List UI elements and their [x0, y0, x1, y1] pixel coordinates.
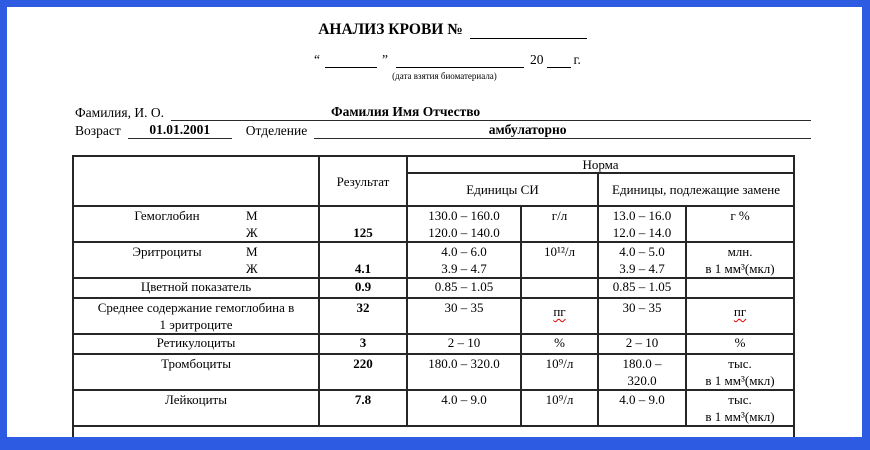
patient-age-value: 01.01.2001	[128, 121, 232, 139]
alt-range-cell: 30 – 35	[598, 298, 686, 334]
table-header-norm-row	[73, 156, 794, 173]
date-caption: (дата взятия биоматериала)	[392, 71, 497, 81]
alt-range-cell: 0.85 – 1.05	[598, 278, 686, 298]
patient-department-value: амбулаторно	[314, 121, 811, 139]
si-unit-cell: 10⁹/л	[521, 354, 598, 390]
table-spacer-row	[73, 426, 794, 440]
table-row-mean-hemoglobin	[73, 298, 794, 334]
alt-unit-cell	[686, 298, 794, 334]
alt-unit-cell: тыс. в 1 мм³(мкл)	[686, 390, 794, 426]
quote-open: “	[314, 52, 321, 67]
param-cell: Среднее содержание гемоглобина в 1 эритроците	[73, 298, 319, 334]
date-row	[20, 52, 870, 68]
result-cell: 3	[319, 334, 407, 354]
si-unit-cell: г/л	[521, 206, 598, 242]
alt-range-cell: 4.0 – 9.0	[598, 390, 686, 426]
param-cell	[73, 206, 319, 242]
alt-unit-cell	[686, 278, 794, 298]
param-cell: Тромбоциты	[73, 354, 319, 390]
alt-unit-cell: тыс. в 1 мм³(мкл)	[686, 354, 794, 390]
si-unit-cell: 10¹²/л	[521, 242, 598, 278]
table-row-platelets	[73, 354, 794, 390]
result-cell	[319, 440, 407, 450]
form-title-row	[25, 21, 870, 39]
si-range-cell: 0.85 – 1.05	[407, 278, 521, 298]
si-unit-cell	[521, 278, 598, 298]
misspelled-unit: пг	[733, 304, 747, 319]
alt-unit-cell: млн. в 1 мм³(мкл)	[686, 242, 794, 278]
alt-unit-cell: %	[686, 334, 794, 354]
form-title: АНАЛИЗ КРОВИ №	[318, 21, 463, 38]
param-cell: Ретикулоциты	[73, 334, 319, 354]
alt-unit-cell: %	[686, 440, 794, 450]
si-range-cell: 4.0 – 9.0	[407, 390, 521, 426]
result-value: 125	[353, 225, 373, 240]
year-suffix: г.	[573, 52, 581, 67]
header-parameter-cell	[73, 156, 319, 206]
result-value: 4.1	[354, 261, 372, 276]
name-label: Фамилия, И. О.	[75, 105, 164, 120]
result-cell: 0.9	[319, 278, 407, 298]
result-cell: 7.8	[319, 390, 407, 426]
table-row-leukocytes	[73, 390, 794, 426]
header-replace-units: Единицы, подлежащие замене	[598, 173, 794, 206]
si-unit-cell: %	[521, 334, 598, 354]
blood-test-table	[72, 155, 795, 450]
date-year-blank	[547, 53, 571, 68]
table-row-reticulocytes	[73, 334, 794, 354]
year-prefix: 20	[530, 52, 544, 67]
si-range-cell: 30 – 35	[407, 298, 521, 334]
alt-unit-cell: г %	[686, 206, 794, 242]
analysis-number-blank	[470, 23, 587, 39]
si-range-cell: 130.0 – 160.0 120.0 – 140.0	[407, 206, 521, 242]
date-day-blank	[325, 53, 377, 68]
patient-age-line	[75, 121, 811, 139]
table-row-myelocytes	[73, 440, 794, 450]
date-month-blank	[396, 53, 524, 68]
misspelled-unit: пг	[553, 304, 566, 319]
patient-name-line	[75, 103, 811, 121]
table-row-hemoglobin	[73, 206, 794, 242]
result-cell: 32	[319, 298, 407, 334]
param-name: Эритроциты	[132, 244, 202, 259]
result-cell: 220	[319, 354, 407, 390]
result-cell	[319, 242, 407, 278]
sex-female: Ж	[246, 225, 258, 240]
sex-male: М	[246, 208, 258, 223]
sex-female: Ж	[246, 261, 258, 276]
patient-info	[75, 103, 811, 139]
age-label: Возраст	[75, 123, 121, 138]
si-range-cell: 180.0 – 320.0	[407, 354, 521, 390]
alt-range-cell: 13.0 – 16.0 12.0 – 14.0	[598, 206, 686, 242]
param-cell: Цветной показатель	[73, 278, 319, 298]
result-cell	[319, 206, 407, 242]
si-unit-cell: 10⁹/л	[521, 390, 598, 426]
si-range-cell: 4.0 – 6.0 3.9 – 4.7	[407, 242, 521, 278]
alt-range-cell: 180.0 – 320.0	[598, 354, 686, 390]
si-range-cell: 2 – 10	[407, 334, 521, 354]
param-cell: Миелоциты	[107, 440, 319, 450]
param-name: Гемоглобин	[134, 208, 200, 223]
header-result: Результат	[319, 156, 407, 206]
department-label: Отделение	[245, 123, 308, 138]
si-unit-cell	[521, 298, 598, 334]
alt-range-cell: 2 – 10	[598, 334, 686, 354]
si-unit-cell: %	[521, 440, 598, 450]
formula-group-cell	[73, 440, 107, 450]
param-cell: Лейкоциты	[73, 390, 319, 426]
table-row-color-index	[73, 278, 794, 298]
param-cell	[73, 242, 319, 278]
table-row-erythrocytes	[73, 242, 794, 278]
quote-close: ”	[382, 52, 389, 67]
patient-name-value: Фамилия Имя Отчество	[171, 103, 811, 121]
alt-range-cell	[598, 440, 686, 450]
spacer-cell	[73, 426, 794, 440]
sex-male: М	[246, 244, 258, 259]
alt-range-cell: 4.0 – 5.0 3.9 – 4.7	[598, 242, 686, 278]
header-si-units: Единицы СИ	[407, 173, 598, 206]
si-range-cell	[407, 440, 521, 450]
header-norm: Норма	[407, 156, 794, 173]
